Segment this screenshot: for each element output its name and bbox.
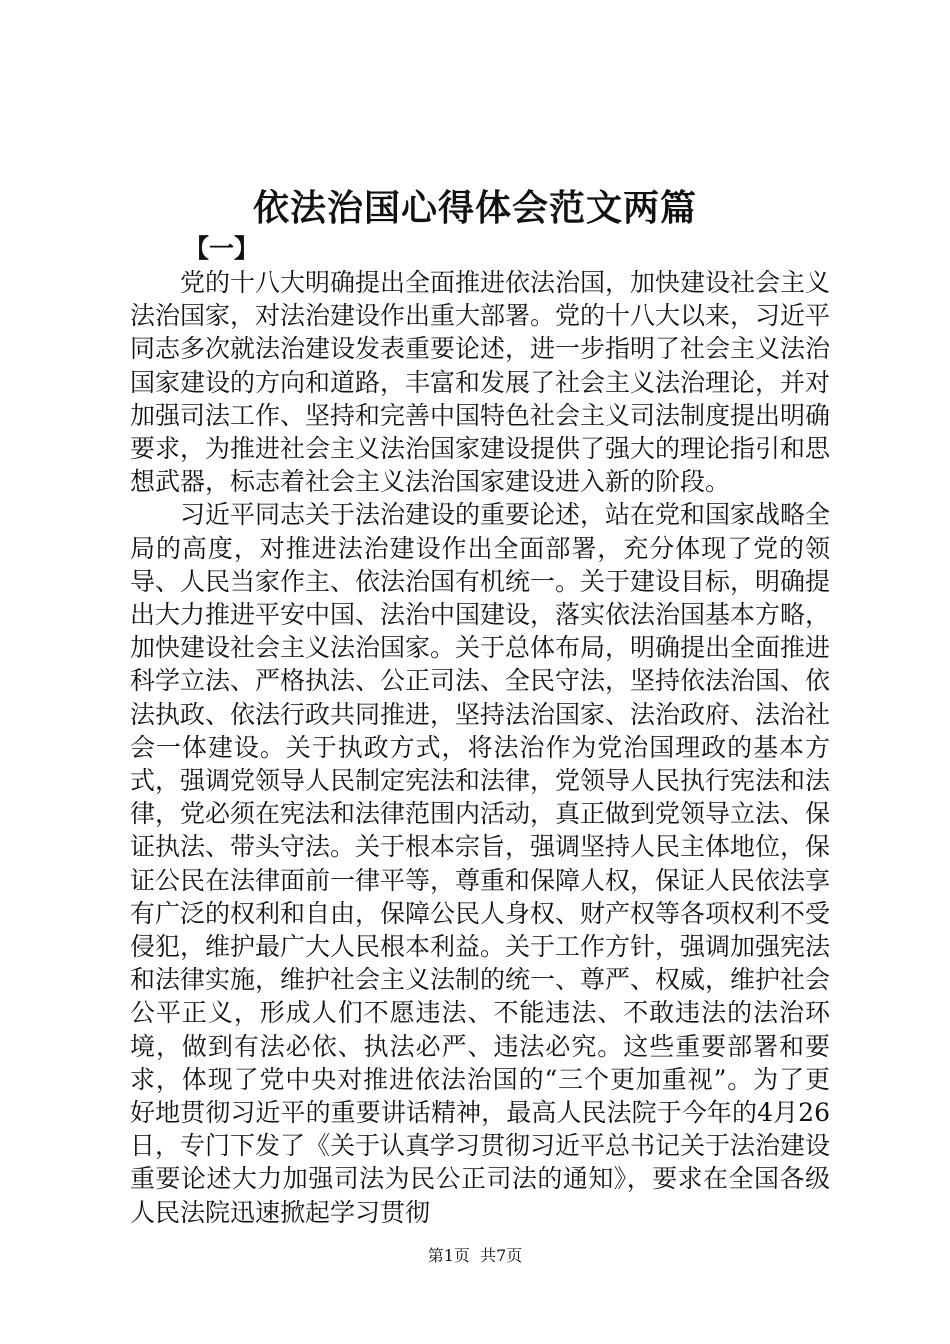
- document-title: 依法治国心得体会范文两篇: [252, 187, 697, 229]
- page-footer: [0, 1246, 950, 1266]
- page-number: 第1页 共7页: [427, 1246, 523, 1265]
- paragraph: 习近平同志关于法治建设的重要论述，站在党和国家战略全局的高度，对推进法治建设作出全面部署，充分体现了党的领导、人民当家作主、依法治国有机统一。关于建设目标，明确提出大力推进平安中国、法治中国建设，落实依法治国基本方略，加快建设社会主义法治国家。关于总体布局，明确提出全面推进科学立法、严格执法、公正司法、全民守法，坚持依法治国、依法执政、依法行政共同推进，坚持法治国家、法治政府、法治社会一体建设。关于执政方式，将法治作为党治国理政的基本方式，强调党领导人民制定宪法和法律，党领导人民执行宪法和法律，党必须在宪法和法律范围内活动，真正做到党领导立法、保证执法、带头守法。关于根本宗旨，强调坚持人民主体地位，保证公民在法律面前一律平等，尊重和保障人权，保证人民依法享有广泛的权利和自由，保障公民人身权、财产权等各项权利不受侵犯，维护最广大人民根本利益。关于工作方针，强调加强宪法和法律实施，维护社会主义法制的统一、尊严、权威，维护社会公平正义，形成人们不愿违法、不能违法、不敢违法的法治环境，做到有法必依、执法必严、违法必究。这些重要部署和要求，体现了党中央对推进依法治国的“三个更加重视”。为了更好地贯彻习近平的重要讲话精神，最高人民法院于今年的4月26日，专门下发了《关于认真学习贯彻习近平总书记关于法治建设重要论述大力加强司法为民公正司法的通知》，要求在全国各级人民法院迅速掀起学习贯彻: [130, 500, 831, 1227]
- section-label: 【一】: [184, 234, 260, 263]
- paragraph: 党的十八大明确提出全面推进依法治国，加快建设社会主义法治国家，对法治建设作出重大部署。党的十八大以来，习近平同志多次就法治建设发表重要论述，进一步指明了社会主义法治国家建设的方向和道路，丰富和发展了社会主义法治理论，并对加强司法工作、坚持和完善中国特色社会主义司法制度提出明确要求，为推进社会主义法治国家建设提供了强大的理论指引和思想武器，标志着社会主义法治国家建设进入新的阶段。: [130, 268, 831, 497]
- document-body: [130, 266, 830, 1229]
